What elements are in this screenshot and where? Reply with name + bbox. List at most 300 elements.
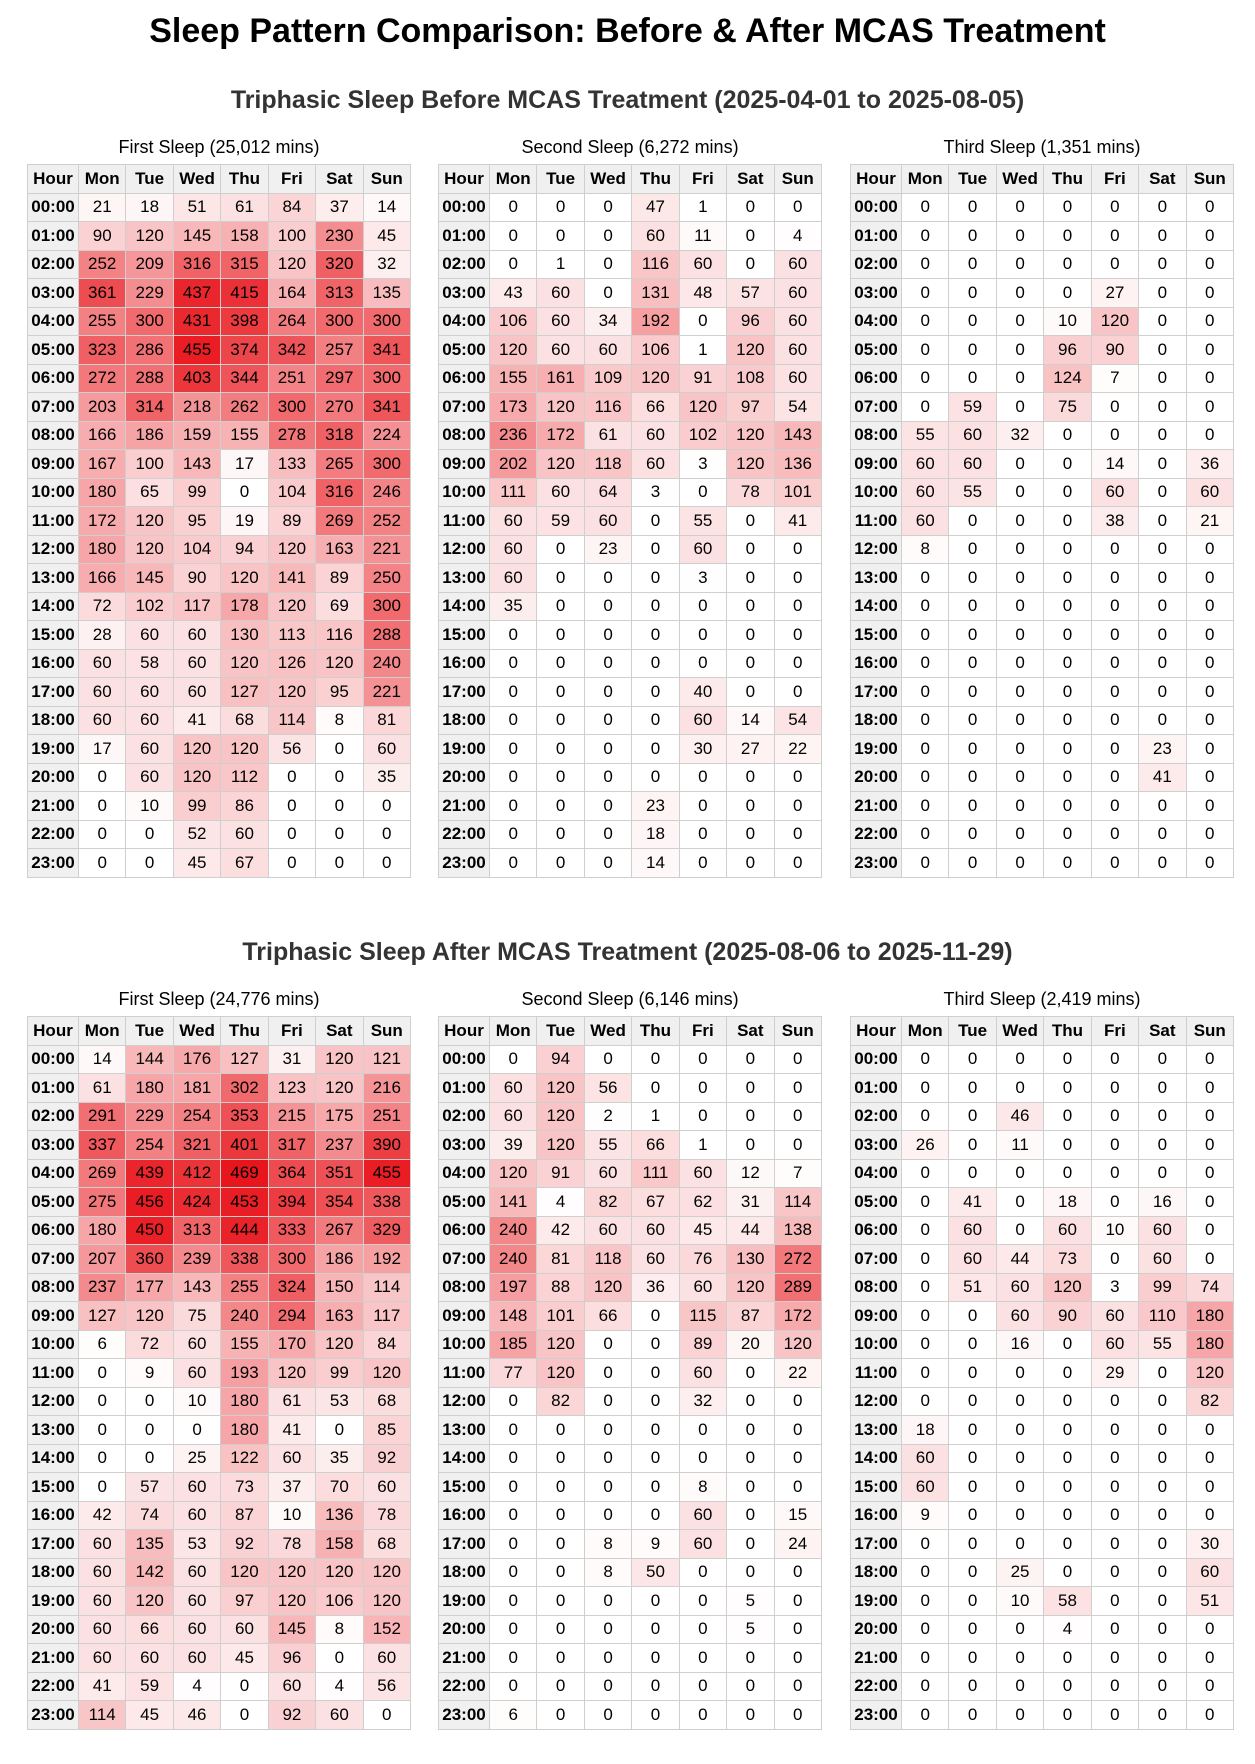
heat-cell: 60	[949, 1245, 996, 1274]
table-row	[28, 393, 411, 422]
table-row	[439, 1701, 822, 1730]
heat-cell: 181	[173, 1074, 220, 1103]
heat-cell: 0	[1044, 250, 1091, 279]
heat-cell: 0	[679, 820, 726, 849]
table-row	[439, 820, 822, 849]
hour-label: 22:00	[439, 820, 490, 849]
heat-cell: 104	[173, 535, 220, 564]
heatmap-table	[27, 164, 411, 878]
heat-cell: 96	[727, 307, 774, 336]
hour-label: 14:00	[851, 592, 902, 621]
heat-cell: 4	[173, 1672, 220, 1701]
heat-cell: 0	[537, 820, 584, 849]
heat-cell: 0	[774, 678, 821, 707]
heat-cell: 0	[996, 1216, 1043, 1245]
heat-cell: 36	[632, 1273, 679, 1302]
heat-cell: 0	[126, 849, 173, 878]
heat-cell: 0	[1044, 1359, 1091, 1388]
heat-cell: 60	[902, 1473, 949, 1502]
heat-cell: 0	[1139, 279, 1186, 308]
heat-cell: 0	[537, 1530, 584, 1559]
heat-cell: 99	[1139, 1273, 1186, 1302]
hour-label: 14:00	[28, 1444, 79, 1473]
table-row	[28, 592, 411, 621]
table-row	[851, 1701, 1234, 1730]
heat-cell: 0	[996, 450, 1043, 479]
hour-label: 16:00	[851, 649, 902, 678]
heat-cell: 300	[268, 1245, 315, 1274]
heat-cell: 0	[949, 763, 996, 792]
heat-cell: 0	[949, 735, 996, 764]
heat-cell: 0	[1139, 1045, 1186, 1074]
heat-cell: 269	[316, 507, 363, 536]
heat-cell: 0	[1091, 1131, 1138, 1160]
heat-cell: 297	[316, 364, 363, 393]
heat-cell: 0	[1091, 1159, 1138, 1188]
heat-cell: 64	[584, 478, 631, 507]
heat-cell: 60	[79, 1530, 126, 1559]
heat-cell: 0	[1139, 421, 1186, 450]
heat-cell: 30	[1186, 1530, 1233, 1559]
heat-cell: 320	[316, 250, 363, 279]
heat-cell: 0	[1186, 336, 1233, 365]
heat-cell: 0	[996, 250, 1043, 279]
heat-cell: 0	[949, 1615, 996, 1644]
heat-cell: 254	[126, 1131, 173, 1160]
heat-cell: 0	[949, 1330, 996, 1359]
heat-cell: 0	[1139, 450, 1186, 479]
table-row	[439, 222, 822, 251]
heat-cell: 118	[584, 1245, 631, 1274]
heat-cell: 0	[1091, 621, 1138, 650]
heat-cell: 0	[727, 649, 774, 678]
heat-cell: 0	[1186, 1216, 1233, 1245]
heat-cell: 0	[1139, 678, 1186, 707]
table-row	[28, 279, 411, 308]
heat-cell: 0	[1091, 1102, 1138, 1131]
heat-cell: 0	[1091, 222, 1138, 251]
heat-cell: 60	[316, 1701, 363, 1730]
heat-cell: 0	[774, 1045, 821, 1074]
heat-cell: 34	[584, 307, 631, 336]
heat-cell: 55	[584, 1131, 631, 1160]
heat-cell: 29	[1091, 1359, 1138, 1388]
heat-cell: 0	[996, 763, 1043, 792]
heat-cell: 0	[1139, 849, 1186, 878]
hour-label: 18:00	[28, 706, 79, 735]
heat-cell: 120	[490, 1159, 537, 1188]
heat-cell: 60	[949, 450, 996, 479]
heat-cell: 0	[584, 763, 631, 792]
header-row	[851, 165, 1234, 194]
hour-label: 10:00	[439, 478, 490, 507]
heat-cell: 0	[996, 1501, 1043, 1530]
heat-cell: 0	[774, 792, 821, 821]
heat-cell: 0	[537, 1672, 584, 1701]
heat-cell: 60	[173, 1473, 220, 1502]
heat-cell: 92	[268, 1701, 315, 1730]
hour-label: 04:00	[851, 1159, 902, 1188]
heat-cell: 0	[632, 507, 679, 536]
heat-cell: 0	[1186, 1131, 1233, 1160]
hour-label: 10:00	[28, 478, 79, 507]
heat-cell: 0	[774, 820, 821, 849]
hour-label: 02:00	[439, 1102, 490, 1131]
heat-cell: 0	[490, 678, 537, 707]
heat-cell: 0	[1091, 1644, 1138, 1673]
table-row	[851, 1131, 1234, 1160]
table-row	[28, 706, 411, 735]
heat-cell: 0	[902, 1587, 949, 1616]
heat-cell: 152	[363, 1615, 410, 1644]
hour-label: 17:00	[851, 1530, 902, 1559]
heat-cell: 69	[316, 592, 363, 621]
heat-cell: 0	[902, 1530, 949, 1559]
heat-cell: 56	[363, 1672, 410, 1701]
heat-cell: 38	[1091, 507, 1138, 536]
section-title-after: Triphasic Sleep After MCAS Treatment (2025-08-06 to 2025-11-29)	[242, 938, 1013, 966]
heat-cell: 0	[996, 820, 1043, 849]
heat-cell: 53	[173, 1530, 220, 1559]
heat-cell: 0	[79, 1416, 126, 1445]
heat-cell: 0	[632, 649, 679, 678]
heat-cell: 250	[363, 564, 410, 593]
table-row	[28, 478, 411, 507]
heat-cell: 85	[363, 1416, 410, 1445]
heat-cell: 43	[490, 279, 537, 308]
heat-cell: 0	[1044, 1473, 1091, 1502]
heat-cell: 0	[774, 1644, 821, 1673]
table-row	[439, 1045, 822, 1074]
heat-cell: 0	[949, 1701, 996, 1730]
heat-cell: 0	[1091, 193, 1138, 222]
day-header-mon: Mon	[79, 165, 126, 194]
hour-label: 21:00	[439, 792, 490, 821]
heat-cell: 0	[126, 1416, 173, 1445]
heat-cell: 0	[584, 1501, 631, 1530]
heat-cell: 323	[79, 336, 126, 365]
heat-cell: 60	[537, 336, 584, 365]
heat-cell: 158	[221, 222, 268, 251]
hour-label: 05:00	[28, 336, 79, 365]
heat-cell: 11	[996, 1131, 1043, 1160]
table-row	[439, 307, 822, 336]
heat-cell: 0	[727, 1416, 774, 1445]
heat-cell: 57	[727, 279, 774, 308]
hour-label: 08:00	[439, 421, 490, 450]
heat-cell: 120	[537, 1131, 584, 1160]
hour-label: 09:00	[28, 450, 79, 479]
heat-cell: 0	[949, 1359, 996, 1388]
heat-cell: 32	[363, 250, 410, 279]
heat-cell: 4	[1044, 1615, 1091, 1644]
heat-cell: 120	[126, 507, 173, 536]
table-row	[851, 478, 1234, 507]
hour-label: 04:00	[28, 1159, 79, 1188]
hour-label: 02:00	[28, 1102, 79, 1131]
heat-cell: 0	[1091, 849, 1138, 878]
heat-cell: 0	[902, 1330, 949, 1359]
heat-cell: 114	[774, 1188, 821, 1217]
table-row	[851, 450, 1234, 479]
heat-cell: 0	[949, 820, 996, 849]
day-header-fri: Fri	[268, 1017, 315, 1046]
heat-cell: 32	[996, 421, 1043, 450]
table-row	[851, 564, 1234, 593]
heat-cell: 130	[221, 621, 268, 650]
heat-cell: 0	[902, 564, 949, 593]
heat-cell: 0	[949, 222, 996, 251]
heat-cell: 60	[173, 1558, 220, 1587]
heat-cell: 0	[727, 222, 774, 251]
table-row	[28, 792, 411, 821]
heat-cell: 230	[316, 222, 363, 251]
heat-cell: 0	[584, 621, 631, 650]
heat-cell: 99	[173, 478, 220, 507]
heat-cell: 0	[1091, 564, 1138, 593]
heat-cell: 163	[316, 1302, 363, 1331]
heat-cell: 0	[632, 1444, 679, 1473]
hour-label: 01:00	[439, 222, 490, 251]
heat-cell: 46	[173, 1701, 220, 1730]
heat-cell: 41	[173, 706, 220, 735]
table-row	[28, 1302, 411, 1331]
heat-cell: 88	[537, 1273, 584, 1302]
section-before	[0, 62, 1255, 900]
table-row	[851, 307, 1234, 336]
heat-cell: 0	[490, 1644, 537, 1673]
heat-cell: 0	[949, 1501, 996, 1530]
heat-cell: 148	[490, 1302, 537, 1331]
heat-cell: 300	[268, 393, 315, 422]
heat-cell: 54	[774, 706, 821, 735]
hour-label: 17:00	[439, 678, 490, 707]
heat-cell: 0	[1186, 792, 1233, 821]
heat-cell: 265	[316, 450, 363, 479]
hour-label: 20:00	[851, 763, 902, 792]
table-row	[28, 621, 411, 650]
day-header-sun: Sun	[363, 165, 410, 194]
heat-cell: 0	[949, 1102, 996, 1131]
table-row	[28, 678, 411, 707]
heat-cell: 0	[774, 535, 821, 564]
table-row	[851, 393, 1234, 422]
heat-cell: 0	[1186, 1045, 1233, 1074]
heat-cell: 0	[774, 1416, 821, 1445]
heat-cell: 0	[727, 592, 774, 621]
heat-cell: 0	[632, 706, 679, 735]
heat-cell: 60	[126, 678, 173, 707]
heat-cell: 68	[363, 1530, 410, 1559]
heat-cell: 255	[79, 307, 126, 336]
heat-cell: 158	[316, 1530, 363, 1559]
heat-cell: 72	[126, 1330, 173, 1359]
table-row	[439, 450, 822, 479]
heat-cell: 0	[949, 1587, 996, 1616]
heat-cell: 0	[902, 1074, 949, 1103]
heat-cell: 60	[490, 1074, 537, 1103]
heat-cell: 180	[1186, 1302, 1233, 1331]
heat-cell: 0	[902, 1701, 949, 1730]
hour-label: 15:00	[851, 1473, 902, 1502]
heat-cell: 237	[79, 1273, 126, 1302]
hour-label: 09:00	[851, 1302, 902, 1331]
heat-cell: 0	[996, 1473, 1043, 1502]
heat-cell: 0	[1139, 706, 1186, 735]
hour-label: 23:00	[28, 849, 79, 878]
heat-cell: 0	[1044, 849, 1091, 878]
heat-cell: 0	[1044, 820, 1091, 849]
table-row	[28, 564, 411, 593]
heat-cell: 87	[727, 1302, 774, 1331]
heat-cell: 0	[1186, 763, 1233, 792]
hour-header: Hour	[851, 1017, 902, 1046]
hour-label: 10:00	[851, 478, 902, 507]
heat-cell: 120	[363, 1587, 410, 1616]
heat-cell: 145	[173, 222, 220, 251]
heat-cell: 0	[949, 279, 996, 308]
heat-cell: 0	[1139, 222, 1186, 251]
hour-label: 10:00	[439, 1330, 490, 1359]
heat-cell: 1	[537, 250, 584, 279]
heat-cell: 75	[1044, 393, 1091, 422]
heat-cell: 0	[1091, 1074, 1138, 1103]
heat-cell: 0	[584, 849, 631, 878]
hour-label: 21:00	[439, 1644, 490, 1673]
hour-label: 11:00	[28, 1359, 79, 1388]
heat-cell: 1	[679, 336, 726, 365]
heat-cell: 66	[126, 1615, 173, 1644]
heat-cell: 300	[363, 307, 410, 336]
heat-cell: 50	[632, 1558, 679, 1587]
heat-cell: 130	[727, 1245, 774, 1274]
heat-cell: 0	[490, 193, 537, 222]
heat-cell: 60	[584, 507, 631, 536]
heat-cell: 28	[79, 621, 126, 650]
table-row	[851, 1416, 1234, 1445]
heat-cell: 0	[996, 1159, 1043, 1188]
heat-cell: 0	[902, 849, 949, 878]
heat-cell: 142	[126, 1558, 173, 1587]
heat-cell: 18	[902, 1416, 949, 1445]
heat-cell: 240	[490, 1245, 537, 1274]
heat-cell: 278	[268, 421, 315, 450]
heat-cell: 0	[537, 649, 584, 678]
heat-cell: 0	[1091, 1416, 1138, 1445]
hour-label: 20:00	[28, 1615, 79, 1644]
heat-cell: 120	[173, 763, 220, 792]
panel-title: Third Sleep (1,351 mins)	[943, 137, 1141, 157]
heat-cell: 0	[1139, 1074, 1186, 1103]
heat-cell: 0	[949, 649, 996, 678]
hour-label: 11:00	[28, 507, 79, 536]
section-after	[0, 932, 1255, 1752]
table-row	[851, 763, 1234, 792]
heat-cell: 0	[1186, 849, 1233, 878]
heat-cell: 0	[1186, 820, 1233, 849]
heat-cell: 167	[79, 450, 126, 479]
heat-cell: 60	[902, 478, 949, 507]
heat-cell: 75	[173, 1302, 220, 1331]
heat-cell: 58	[126, 649, 173, 678]
heat-cell: 0	[949, 592, 996, 621]
hour-label: 00:00	[851, 193, 902, 222]
heat-cell: 60	[1044, 1216, 1091, 1245]
hour-label: 20:00	[439, 1615, 490, 1644]
heat-cell: 10	[996, 1587, 1043, 1616]
heat-cell: 0	[949, 1473, 996, 1502]
table-row	[28, 1587, 411, 1616]
heat-cell: 0	[584, 820, 631, 849]
heatmap-table	[438, 1016, 822, 1730]
hour-label: 11:00	[851, 1359, 902, 1388]
heat-cell: 0	[316, 820, 363, 849]
heat-cell: 0	[902, 706, 949, 735]
heat-cell: 0	[727, 1501, 774, 1530]
heat-cell: 455	[173, 336, 220, 365]
heat-cell: 0	[79, 763, 126, 792]
heat-cell: 180	[79, 1216, 126, 1245]
hour-label: 14:00	[439, 1444, 490, 1473]
heat-cell: 51	[173, 193, 220, 222]
panels-before	[0, 120, 1255, 900]
heat-cell: 92	[363, 1444, 410, 1473]
heat-cell: 0	[632, 1359, 679, 1388]
heat-cell: 0	[537, 564, 584, 593]
table-row	[851, 649, 1234, 678]
hour-label: 02:00	[851, 1102, 902, 1131]
heat-cell: 0	[949, 364, 996, 393]
hour-label: 05:00	[28, 1188, 79, 1217]
heat-cell: 456	[126, 1188, 173, 1217]
heat-cell: 27	[727, 735, 774, 764]
heat-cell: 89	[679, 1330, 726, 1359]
heat-cell: 122	[221, 1444, 268, 1473]
heat-cell: 60	[1091, 1330, 1138, 1359]
heat-cell: 270	[316, 393, 363, 422]
heat-cell: 0	[1186, 1701, 1233, 1730]
hour-label: 06:00	[439, 364, 490, 393]
heat-cell: 120	[537, 1330, 584, 1359]
heat-cell: 143	[774, 421, 821, 450]
heat-cell: 0	[902, 1302, 949, 1331]
day-header-sun: Sun	[774, 165, 821, 194]
heat-cell: 82	[1186, 1387, 1233, 1416]
heat-cell: 101	[537, 1302, 584, 1331]
table-row	[439, 849, 822, 878]
table-row	[28, 535, 411, 564]
table-row	[28, 1558, 411, 1587]
heat-cell: 0	[727, 535, 774, 564]
hour-label: 15:00	[851, 621, 902, 650]
heat-cell: 0	[1091, 1387, 1138, 1416]
hour-label: 16:00	[851, 1501, 902, 1530]
heat-cell: 3	[1091, 1273, 1138, 1302]
heat-cell: 78	[727, 478, 774, 507]
heat-cell: 0	[1186, 222, 1233, 251]
heat-cell: 8	[902, 535, 949, 564]
heat-cell: 73	[221, 1473, 268, 1502]
heat-cell: 70	[316, 1473, 363, 1502]
heat-cell: 0	[1044, 1444, 1091, 1473]
table-row	[439, 1188, 822, 1217]
hour-label: 01:00	[28, 222, 79, 251]
heat-cell: 257	[316, 336, 363, 365]
heat-cell: 41	[79, 1672, 126, 1701]
heat-cell: 35	[490, 592, 537, 621]
heat-cell: 6	[79, 1330, 126, 1359]
heat-cell: 60	[679, 1501, 726, 1530]
